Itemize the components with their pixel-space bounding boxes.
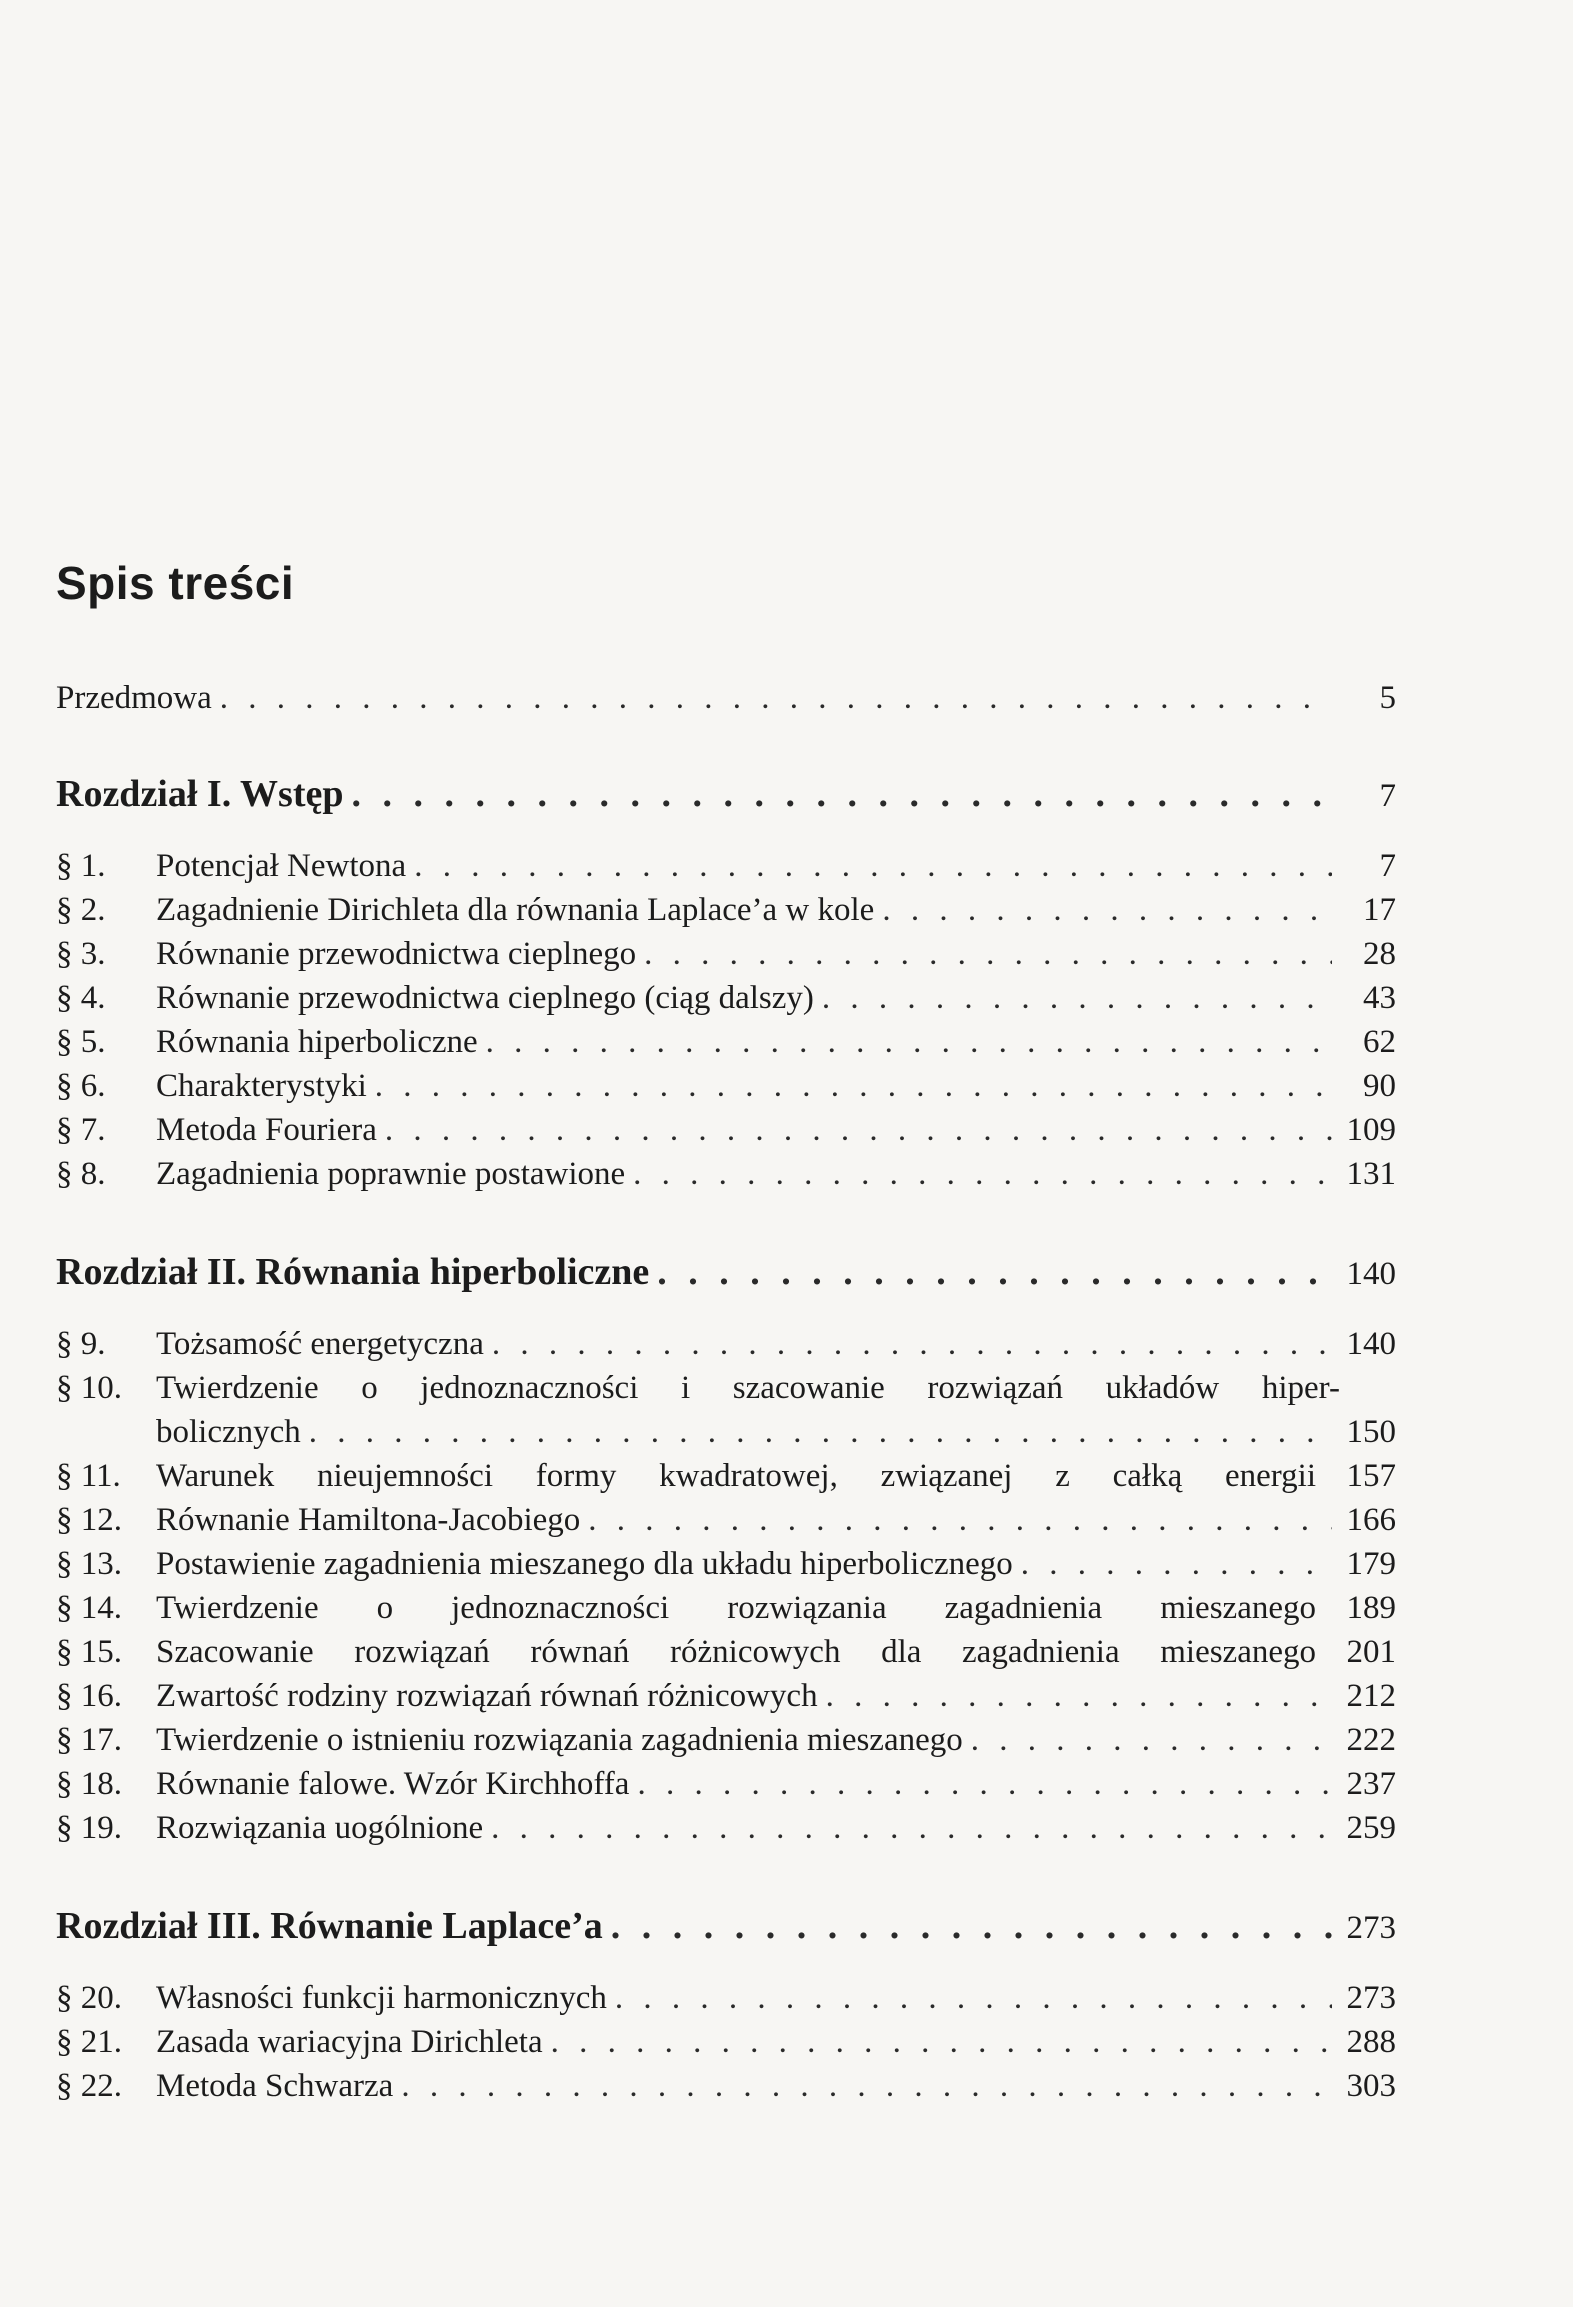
section-number: § 4. [56, 980, 106, 1016]
chapter-title: Rozdział III. Równanie Laplace’a [56, 1905, 603, 1947]
toc-section-11[interactable] [56, 1454, 1396, 1498]
section-number: § 11. [56, 1458, 121, 1494]
leader-dots [385, 1108, 1332, 1152]
section-label-continued: bolicznych [156, 1414, 301, 1450]
toc-entry-preface[interactable] [56, 676, 1396, 720]
section-number: § 9. [56, 1326, 106, 1362]
entry-label: Przedmowa [56, 680, 212, 716]
section-number: § 10. [56, 1370, 122, 1406]
leader-dots [401, 2064, 1332, 2108]
section-page: 303 [1346, 2068, 1396, 2104]
page-title: Spis treści [56, 557, 295, 609]
section-page: 150 [1346, 1414, 1396, 1450]
section-number: § 5. [56, 1024, 106, 1060]
leader-dots [611, 1900, 1332, 1952]
toc-section-16[interactable] [56, 1674, 1396, 1718]
leader-dots [551, 2020, 1332, 2064]
section-label: Metoda Schwarza [156, 2068, 394, 2104]
section-page: 189 [1346, 1590, 1396, 1626]
section-number: § 19. [56, 1810, 122, 1846]
leader-dots [309, 1410, 1332, 1454]
section-page: 43 [1363, 980, 1396, 1016]
section-label: Szacowanie rozwiązań równań różnicowych dla zagadnienia mieszanego [156, 1634, 1316, 1670]
section-number: § 20. [56, 1980, 122, 2016]
section-page: 273 [1346, 1980, 1396, 2016]
section-page: 259 [1346, 1810, 1396, 1846]
toc-section-10[interactable] [56, 1366, 1396, 1454]
leader-dots [971, 1718, 1332, 1762]
toc-section-19[interactable] [56, 1806, 1396, 1850]
section-number: § 13. [56, 1546, 122, 1582]
toc-section-12[interactable] [56, 1498, 1396, 1542]
toc-section-20[interactable] [56, 1976, 1396, 2020]
section-label: Twierdzenie o jednoznaczności rozwiązania zagadnienia mieszanego [156, 1590, 1316, 1626]
chapter-title: Rozdział II. Równania hiperboliczne [56, 1251, 650, 1293]
leader-dots [1021, 1542, 1332, 1586]
leader-dots [375, 1064, 1332, 1108]
toc-section-3[interactable] [56, 932, 1396, 976]
toc-section-13[interactable] [56, 1542, 1396, 1586]
section-number: § 21. [56, 2024, 122, 2060]
section-label: Zwartość rodziny rozwiązań równań różnicowych [156, 1678, 818, 1714]
section-label: Postawienie zagadnienia mieszanego dla układu hiperbolicznego [156, 1546, 1013, 1582]
section-label: Twierdzenie o istnieniu rozwiązania zagadnienia mieszanego [156, 1722, 963, 1758]
section-number: § 2. [56, 892, 106, 928]
toc-section-17[interactable] [56, 1718, 1396, 1762]
chapter-page: 140 [1346, 1256, 1396, 1292]
section-number: § 15. [56, 1634, 122, 1670]
section-page: 7 [1379, 848, 1396, 884]
section-page: 90 [1363, 1068, 1396, 1104]
section-page: 222 [1346, 1722, 1396, 1758]
chapter-title: Rozdział I. Wstęp [56, 773, 344, 815]
toc-section-14[interactable] [56, 1586, 1396, 1630]
section-label: Zasada wariacyjna Dirichleta [156, 2024, 543, 2060]
section-label: Równanie przewodnictwa cieplnego (ciąg dalszy) [156, 980, 814, 1016]
section-label: Równania hiperboliczne [156, 1024, 478, 1060]
toc-section-7[interactable] [56, 1108, 1396, 1152]
leader-dots [588, 1498, 1332, 1542]
entry-page: 5 [1379, 680, 1396, 716]
leader-dots [220, 676, 1332, 720]
section-label: Charakterystyki [156, 1068, 367, 1104]
section-page: 212 [1346, 1678, 1396, 1714]
leader-dots [637, 1762, 1332, 1806]
section-number: § 17. [56, 1722, 122, 1758]
leader-dots [615, 1976, 1332, 2020]
section-label: Metoda Fouriera [156, 1112, 377, 1148]
section-label: Własności funkcji harmonicznych [156, 1980, 607, 2016]
section-page: 140 [1346, 1326, 1396, 1362]
chapter-page: 273 [1346, 1910, 1396, 1946]
section-page: 288 [1346, 2024, 1396, 2060]
leader-dots [882, 888, 1332, 932]
leader-dots [351, 768, 1332, 820]
toc-section-22[interactable] [56, 2064, 1396, 2108]
section-label: Rozwiązania uogólnione [156, 1810, 484, 1846]
section-number: § 7. [56, 1112, 106, 1148]
leader-dots [491, 1806, 1332, 1850]
leader-dots [486, 1020, 1332, 1064]
section-page: 109 [1346, 1112, 1396, 1148]
section-number: § 18. [56, 1766, 122, 1802]
section-number: § 1. [56, 848, 106, 884]
section-number: § 16. [56, 1678, 122, 1714]
section-page: 131 [1346, 1156, 1396, 1192]
leader-dots [657, 1246, 1332, 1298]
chapter-page: 7 [1379, 778, 1396, 814]
section-label: Twierdzenie o jednoznaczności i szacowanie rozwiązań układów hiper- [156, 1370, 1340, 1406]
section-label: Zagadnienie Dirichleta dla równania Laplace’a w kole [156, 892, 875, 928]
section-number: § 14. [56, 1590, 122, 1626]
toc-section-21[interactable] [56, 2020, 1396, 2064]
leader-dots [492, 1322, 1332, 1366]
section-label: Warunek nieujemności formy kwadratowej, związanej z całką energii [156, 1458, 1316, 1494]
section-page: 157 [1346, 1458, 1396, 1494]
toc-section-15[interactable] [56, 1630, 1396, 1674]
toc-section-9[interactable] [56, 1322, 1396, 1366]
section-number: § 3. [56, 936, 106, 972]
toc-chapter-1[interactable] [56, 768, 1396, 820]
leader-dots [414, 844, 1332, 888]
toc-section-8[interactable] [56, 1152, 1396, 1196]
section-label: Zagadnienia poprawnie postawione [156, 1156, 626, 1192]
table-of-contents [56, 556, 1396, 2158]
leader-dots [644, 932, 1332, 976]
section-number: § 6. [56, 1068, 106, 1104]
section-label: Potencjał Newtona [156, 848, 407, 884]
section-page: 62 [1363, 1024, 1396, 1060]
toc-section-4[interactable] [56, 976, 1396, 1020]
section-number: § 12. [56, 1502, 122, 1538]
chapter-3-sections [56, 1976, 1396, 2108]
leader-dots [633, 1152, 1332, 1196]
toc-section-5[interactable] [56, 1020, 1396, 1064]
section-label: Równanie przewodnictwa cieplnego [156, 936, 637, 972]
leader-dots [822, 976, 1332, 1020]
section-page: 237 [1346, 1766, 1396, 1802]
section-page: 17 [1363, 892, 1396, 928]
toc-section-1[interactable] [56, 844, 1396, 888]
section-label: Równanie Hamiltona-Jacobiego [156, 1502, 581, 1538]
toc-section-6[interactable] [56, 1064, 1396, 1108]
section-label: Tożsamość energetyczna [156, 1326, 484, 1362]
toc-section-2[interactable] [56, 888, 1396, 932]
section-page: 201 [1346, 1634, 1396, 1670]
toc-chapter-3[interactable] [56, 1900, 1396, 1952]
chapter-1-sections [56, 844, 1396, 1196]
toc-chapter-2[interactable] [56, 1246, 1396, 1298]
section-page: 28 [1363, 936, 1396, 972]
toc-section-18[interactable] [56, 1762, 1396, 1806]
chapter-2-sections [56, 1322, 1396, 1850]
section-number: § 8. [56, 1156, 106, 1192]
section-label: Równanie falowe. Wzór Kirchhoffa [156, 1766, 630, 1802]
section-page: 166 [1346, 1502, 1396, 1538]
section-page: 179 [1346, 1546, 1396, 1582]
section-number: § 22. [56, 2068, 122, 2104]
leader-dots [826, 1674, 1332, 1718]
